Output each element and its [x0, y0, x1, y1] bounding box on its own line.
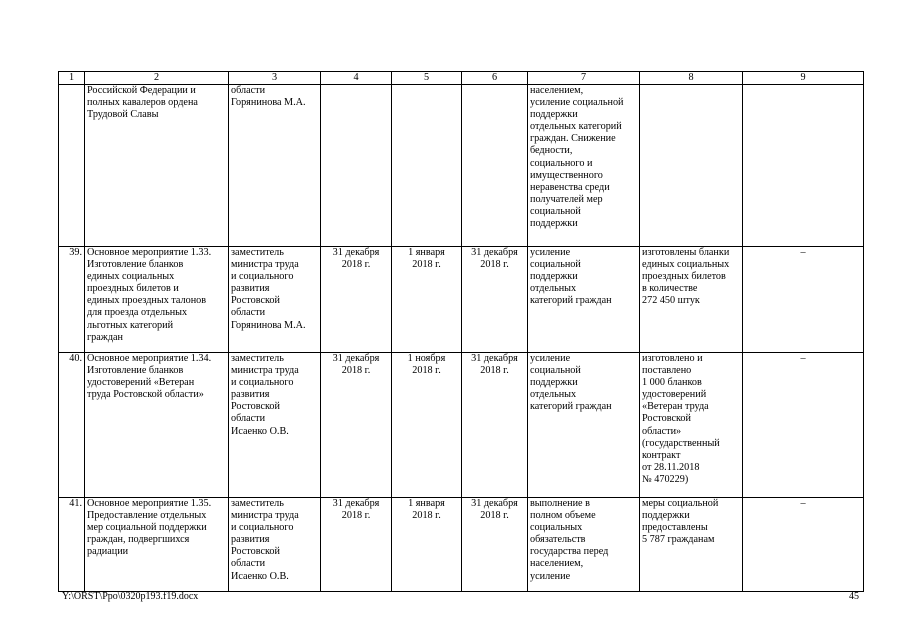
row-number: 39. [59, 247, 85, 353]
plan-date: 31 декабря 2018 г. [321, 353, 392, 498]
end-date [462, 85, 528, 247]
end-date: 31 декабря 2018 г. [462, 247, 528, 353]
table-body [59, 72, 864, 592]
row-number: 40. [59, 353, 85, 498]
plan-date: 31 декабря 2018 г. [321, 498, 392, 592]
event-name: Российской Федерации и полных кавалеров ордена Трудовой Славы [85, 85, 229, 247]
event-name: Основное мероприятие 1.34. Изготовление бланков удостоверений «Ветеран труда Ростовской области» [85, 353, 229, 498]
problems: – [743, 353, 864, 498]
plan-date [321, 85, 392, 247]
header-cell: 9 [743, 72, 864, 85]
executor: области Горянинова М.А. [229, 85, 321, 247]
report-table [58, 71, 864, 592]
end-date: 31 декабря 2018 г. [462, 498, 528, 592]
page-number: 45 [849, 591, 859, 602]
end-date: 31 декабря 2018 г. [462, 353, 528, 498]
table-row [59, 353, 864, 498]
header-cell: 5 [392, 72, 462, 85]
actual-result: меры социальной поддержки предоставлены 5 787 гражданам [640, 498, 743, 592]
header-cell: 1 [59, 72, 85, 85]
event-name: Основное мероприятие 1.35. Предоставление отдельных мер социальной поддержки граждан, подвергшихся радиации [85, 498, 229, 592]
header-cell: 2 [85, 72, 229, 85]
table-row [59, 247, 864, 353]
event-name: Основное мероприятие 1.33. Изготовление бланков единых социальных проездных билетов и единых проездных талонов для проезда отдельных льготных категорий граждан [85, 247, 229, 353]
executor: заместитель министра труда и социального развития Ростовской области Исаенко О.В. [229, 353, 321, 498]
start-date: 1 января 2018 г. [392, 247, 462, 353]
executor: заместитель министра труда и социального развития Ростовской области Горянинова М.А. [229, 247, 321, 353]
actual-result: изготовлено и поставлено 1 000 бланков удостоверений «Ветеран труда Ростовской области» (государственный контракт от 28.11.2018 № 470229) [640, 353, 743, 498]
expected-result: населением, усиление социальной поддержки отдельных категорий граждан. Снижение бедности, социального и имущественного неравенства среди получателей мер социальной поддержки [528, 85, 640, 247]
expected-result: усиление социальной поддержки отдельных категорий граждан [528, 247, 640, 353]
start-date: 1 января 2018 г. [392, 498, 462, 592]
row-number: 41. [59, 498, 85, 592]
actual-result [640, 85, 743, 247]
expected-result: усиление социальной поддержки отдельных категорий граждан [528, 353, 640, 498]
start-date [392, 85, 462, 247]
header-cell: 4 [321, 72, 392, 85]
start-date: 1 ноября 2018 г. [392, 353, 462, 498]
header-cell: 6 [462, 72, 528, 85]
row-number [59, 85, 85, 247]
expected-result: выполнение в полном объеме социальных обязательств государства перед населением, усиление [528, 498, 640, 592]
problems [743, 85, 864, 247]
file-path-footer: Y:\ORST\Ppo\0320p193.f19.docx [62, 591, 199, 602]
header-cell: 8 [640, 72, 743, 85]
header-cell: 3 [229, 72, 321, 85]
problems: – [743, 498, 864, 592]
table-row [59, 85, 864, 247]
problems: – [743, 247, 864, 353]
actual-result: изготовлены бланки единых социальных проездных билетов в количестве 272 450 штук [640, 247, 743, 353]
executor: заместитель министра труда и социального развития Ростовской области Исаенко О.В. [229, 498, 321, 592]
table-row [59, 498, 864, 592]
header-cell: 7 [528, 72, 640, 85]
header-row [59, 72, 864, 85]
plan-date: 31 декабря 2018 г. [321, 247, 392, 353]
